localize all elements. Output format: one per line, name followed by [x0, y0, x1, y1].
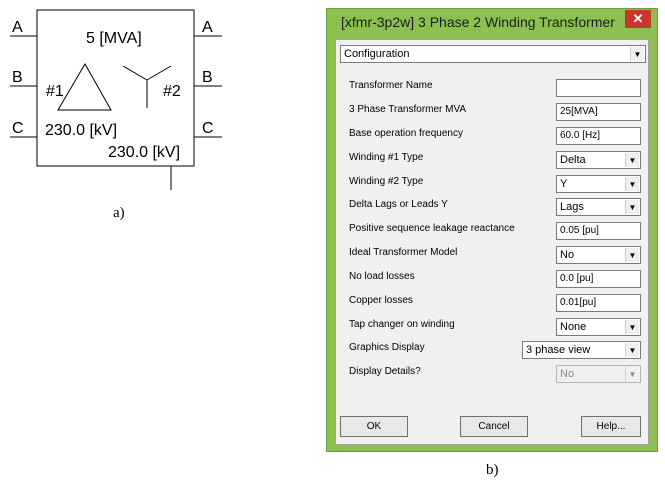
- kv1-rating: 230.0 [kV]: [45, 122, 118, 139]
- label-copper-losses: Copper losses: [349, 295, 413, 306]
- chevron-down-icon: ▼: [625, 177, 639, 191]
- port-left-a: A: [12, 19, 23, 36]
- ideal-model-select[interactable]: No ▼: [556, 246, 641, 264]
- transformer-dialog: [326, 8, 658, 452]
- close-button[interactable]: [625, 10, 651, 28]
- chevron-down-icon: ▼: [630, 47, 644, 61]
- chevron-down-icon: ▼: [625, 320, 639, 334]
- tap-changer-select[interactable]: None ▼: [556, 318, 641, 336]
- caption-a: a): [113, 205, 125, 221]
- graphics-display-select[interactable]: 3 phase view ▼: [522, 341, 641, 359]
- winding2-type-select[interactable]: Y ▼: [556, 175, 641, 193]
- label-display-details: Display Details?: [349, 366, 421, 377]
- label-transformer-name: Transformer Name: [349, 80, 433, 91]
- section-select[interactable]: Configuration ▼: [340, 45, 646, 63]
- copper-losses-input[interactable]: 0.01[pu]: [556, 294, 641, 312]
- chevron-down-icon: ▼: [625, 153, 639, 167]
- no-load-losses-input[interactable]: 0.0 [pu]: [556, 270, 641, 288]
- label-delta-lags-leads: Delta Lags or Leads Y: [349, 199, 448, 210]
- label-leakage-reactance: Positive sequence leakage reactance: [349, 223, 515, 234]
- port-right-a: A: [202, 19, 213, 36]
- label-winding2-type: Winding #2 Type: [349, 176, 424, 187]
- label-winding1-type: Winding #1 Type: [349, 152, 424, 163]
- close-icon: ✕: [632, 11, 644, 26]
- ok-button[interactable]: OK: [340, 416, 408, 437]
- label-frequency: Base operation frequency: [349, 128, 463, 139]
- title-bar[interactable]: [327, 9, 657, 37]
- label-graphics-display: Graphics Display: [349, 342, 425, 353]
- label-ideal-model: Ideal Transformer Model: [349, 247, 458, 258]
- chevron-down-icon: ▼: [625, 367, 639, 381]
- mva-rating: 5 [MVA]: [86, 30, 142, 47]
- frequency-input[interactable]: 60.0 [Hz]: [556, 127, 641, 145]
- caption-b: b): [486, 462, 499, 478]
- winding2-label: #2: [163, 83, 181, 100]
- port-right-c: C: [202, 120, 214, 137]
- leakage-reactance-input[interactable]: 0.05 [pu]: [556, 222, 641, 240]
- mva-input[interactable]: 25[MVA]: [556, 103, 641, 121]
- kv2-rating: 230.0 [kV]: [108, 144, 181, 161]
- port-left-b: B: [12, 69, 23, 86]
- cancel-button[interactable]: Cancel: [460, 416, 528, 437]
- transformer-symbol: [0, 0, 240, 240]
- chevron-down-icon: ▼: [625, 343, 639, 357]
- transformer-name-input[interactable]: [556, 79, 641, 97]
- winding1-label: #1: [46, 83, 64, 100]
- chevron-down-icon: ▼: [625, 248, 639, 262]
- label-no-load-losses: No load losses: [349, 271, 415, 282]
- dialog-title: [xfmr-3p2w] 3 Phase 2 Winding Transformer: [341, 14, 615, 30]
- dialog-body: [335, 39, 649, 445]
- chevron-down-icon: ▼: [625, 200, 639, 214]
- label-tap-changer: Tap changer on winding: [349, 319, 455, 330]
- winding1-type-select[interactable]: Delta ▼: [556, 151, 641, 169]
- port-right-b: B: [202, 69, 213, 86]
- display-details-select: No ▼: [556, 365, 641, 383]
- delta-lags-leads-select[interactable]: Lags ▼: [556, 198, 641, 216]
- label-mva: 3 Phase Transformer MVA: [349, 104, 467, 115]
- port-left-c: C: [12, 120, 24, 137]
- help-button[interactable]: Help...: [581, 416, 641, 437]
